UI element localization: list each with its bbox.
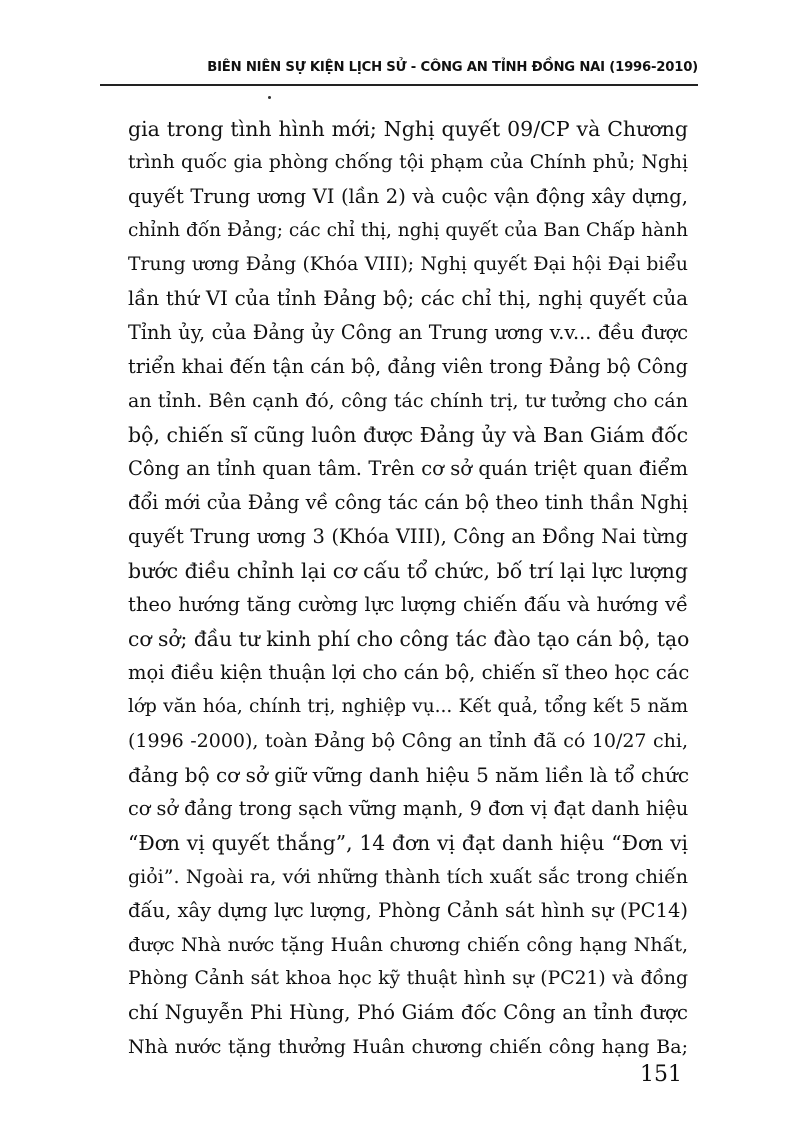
text-line: quyết Trung ương VI (lần 2) và cuộc vận động xây dựng, [128, 185, 688, 208]
text-line: chí Nguyễn Phi Hùng, Phó Giám đốc Công an tỉnh được [128, 1001, 688, 1024]
text-line: gia trong tình hình mới; Nghị quyết 09/CP và Chương [128, 117, 688, 141]
text-line: Nhà nước tặng thưởng Huân chương chiến công hạng Ba; [128, 1036, 688, 1058]
body-text [128, 112, 688, 1064]
text-line: giỏi”. Ngoài ra, với những thành tích xuất sắc trong chiến [128, 866, 688, 888]
text-line: an tỉnh. Bên cạnh đó, công tác chính trị, tư tưởng cho cán [128, 390, 688, 412]
text-line: trình quốc gia phòng chống tội phạm của Chính phủ; Nghị [128, 152, 688, 173]
text-line: được Nhà nước tặng Huân chương chiến công hạng Nhất, [128, 934, 688, 956]
text-line: triển khai đến tận cán bộ, đảng viên trong Đảng bộ Công [128, 355, 688, 378]
text-line: quyết Trung ương 3 (Khóa VIII), Công an Đồng Nai từng [128, 525, 688, 548]
page-number: 151 [640, 1062, 682, 1087]
running-header: BIÊN NIÊN SỰ KIỆN LỊCH SỬ - CÔNG AN TỈNH ĐỒNG NAI (1996-2010) [207, 60, 698, 75]
text-line: đổi mới của Đảng về công tác cán bộ theo tinh thần Nghị [128, 491, 688, 514]
text-line: lần thứ VI của tỉnh Đảng bộ; các chỉ thị, nghị quyết của [128, 287, 688, 310]
text-line: Trung ương Đảng (Khóa VIII); Nghị quyết Đại hội Đại biểu [128, 254, 688, 275]
text-line: đấu, xây dựng lực lượng, Phòng Cảnh sát hình sự (PC14) [128, 899, 688, 922]
text-line: chỉnh đốn Đảng; các chỉ thị, nghị quyết của Ban Chấp hành [128, 220, 688, 241]
text-line: “Đơn vị quyết thắng”, 14 đơn vị đạt danh hiệu “Đơn vị [128, 831, 688, 855]
text-line: lớp văn hóa, chính trị, nghiệp vụ... Kết quả, tổng kết 5 năm [128, 696, 688, 717]
text-line: cơ sở đảng trong sạch vững mạnh, 9 đơn vị đạt danh hiệu [128, 797, 689, 820]
text-line: Công an tỉnh quan tâm. Trên cơ sở quán triệt quan điểm [128, 457, 688, 480]
text-line: mọi điều kiện thuận lợi cho cán bộ, chiến sĩ theo học các [128, 661, 690, 684]
speck [268, 96, 271, 99]
text-line: đảng bộ cơ sở giữ vững danh hiệu 5 năm liền là tổ chức [128, 763, 690, 787]
text-line: Tỉnh ủy, của Đảng ủy Công an Trung ương v.v... đều được [128, 321, 688, 344]
text-line: theo hướng tăng cường lực lượng chiến đấu và hướng về [128, 593, 688, 616]
text-line: (1996 -2000), toàn Đảng bộ Công an tỉnh đã có 10/27 chi, [128, 730, 688, 752]
text-line: cơ sở; đầu tư kinh phí cho công tác đào tạo cán bộ, tạo [128, 627, 690, 651]
text-line: bộ, chiến sĩ cũng luôn được Đảng ủy và Ban Giám đốc [128, 423, 689, 447]
text-line: bước điều chỉnh lại cơ cấu tổ chức, bố trí lại lực lượng [128, 559, 688, 583]
header-rule [100, 84, 698, 86]
text-line: Phòng Cảnh sát khoa học kỹ thuật hình sự (PC21) và đồng [128, 968, 688, 989]
